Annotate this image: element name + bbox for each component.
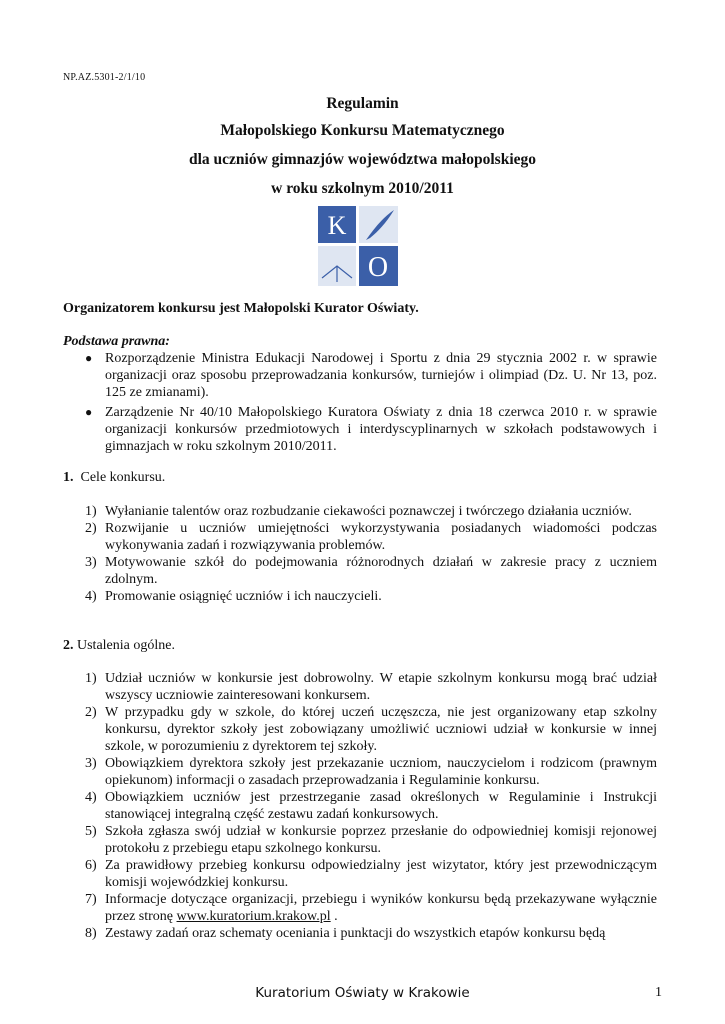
logo-graphic: [318, 206, 398, 286]
page-footer: Kuratorium Oświaty w Krakowie: [255, 985, 470, 1001]
organizer-statement: Organizatorem konkursu jest Małopolski Kurator Oświaty.: [63, 301, 419, 316]
list-item: [63, 554, 657, 588]
section-2-number: 2.: [63, 638, 74, 653]
item-text: Rozwijanie u uczniów umiejętności wykorzystywania posiadanych wiadomości podczas wykonywania zadań i rozwiązywania problemów.: [105, 521, 657, 553]
item-text: Obowiązkiem dyrektora szkoły jest przekazanie uczniom, nauczycielom i rodzicom (prawnym opiekunom) informacji o zasadach przeprowadzania i Regulaminie konkursu.: [105, 756, 657, 788]
item-text: Udział uczniów w konkursie jest dobrowolny. W etapie szkolnym konkursu mogą brać udział wszyscy uczniowie zainteresowani konkursem.: [105, 671, 657, 703]
section-1-number: 1.: [63, 470, 74, 485]
list-item: [63, 503, 657, 520]
logo-letter-o: O: [367, 252, 389, 283]
bullet-icon: ●: [85, 351, 93, 365]
bullet-icon: ●: [85, 405, 93, 419]
list-item: [63, 789, 657, 823]
title-line-1: Regulamin: [326, 95, 399, 112]
list-item: [63, 925, 657, 942]
item-number: 1): [85, 671, 97, 686]
kuratorium-logo: [318, 206, 398, 286]
list-item: [63, 520, 657, 554]
item-text: Za prawidłowy przebieg konkursu odpowiedzialny jest wizytator, który jest przewodniczącym komisji wojewódzkiej konkursu.: [105, 858, 657, 890]
kuratorium-website-link[interactable]: www.kuratorium.krakow.pl: [176, 909, 331, 924]
item-number: 4): [85, 589, 97, 604]
logo-letter-k: K: [327, 211, 347, 240]
item-text: Szkoła zgłasza swój udział w konkursie poprzez przesłanie do odpowiedniej komisji rejonowej protokołu z przebiegu etapu szkolnego konkursu.: [105, 824, 657, 856]
title-line-3: dla uczniów gimnazjów województwa małopolskiego: [188, 151, 537, 168]
item-number: 2): [85, 521, 97, 536]
item-number: 3): [85, 555, 97, 570]
item-number: 4): [85, 790, 97, 805]
section-2-list: [63, 670, 657, 942]
section-2-title: Ustalenia ogólne.: [77, 638, 175, 653]
title-line-2: Małopolskiego Konkursu Matematycznego: [220, 122, 505, 139]
legal-basis-item: [63, 350, 657, 401]
legal-basis-text: Zarządzenie Nr 40/10 Małopolskiego Kuratora Oświaty z dnia 18 czerwca 2010 r. w sprawie organizacji konkursów przedmiotowych i interdyscyplinarnych w szkołach podstawowych i gimnazjach w roku szkolnym 2010/2011.: [105, 405, 657, 454]
list-item: [63, 588, 657, 605]
item-number: 2): [85, 705, 97, 720]
document-reference: NP.AZ.5301-2/1/10: [63, 72, 146, 83]
section-1-list: [63, 503, 657, 605]
section-1-title: Cele konkursu.: [80, 470, 166, 485]
list-item: [63, 704, 657, 755]
item-text: W przypadku gdy w szkole, do której uczeń uczęszcza, nie jest organizowany etap szkolny konkursu, dyrektor szkoły jest zobowiązany umożliwić uczniowi udział w konkursie w innej szkole, w porozumieniu z dyrektorem tej szkoły.: [105, 705, 657, 754]
item-number: 7): [85, 892, 97, 907]
item-text: Zestawy zadań oraz schematy oceniania i punktacji do wszystkich etapów konkursu będą: [105, 926, 606, 941]
item-text: Obowiązkiem uczniów jest przestrzeganie zasad określonych w Regulaminie i Instrukcji stanowiącej integralną część zestawu zadań konkursowych.: [105, 790, 657, 822]
item-number: 1): [85, 504, 97, 519]
item-number: 8): [85, 926, 97, 941]
page-number: 1: [655, 985, 662, 1000]
legal-basis-item: [63, 404, 657, 455]
item-number: 5): [85, 824, 97, 839]
list-item: [63, 755, 657, 789]
item-number: 6): [85, 858, 97, 873]
legal-basis-list: [63, 350, 657, 458]
item-number: 3): [85, 756, 97, 771]
section-2-heading: [63, 638, 175, 654]
list-item: [63, 823, 657, 857]
legal-basis-label: Podstawa prawna:: [63, 334, 170, 349]
list-item: [63, 891, 657, 925]
item-text-tail: .: [330, 909, 338, 924]
item-text: Motywowanie szkół do podejmowania różnorodnych działań w zakresie pracy z uczniem zdolnym.: [105, 555, 657, 587]
item-text: Wyłanianie talentów oraz rozbudzanie ciekawości poznawczej i twórczego działania uczniów.: [105, 504, 632, 519]
title-line-4: w roku szkolnym 2010/2011: [271, 180, 454, 197]
section-1-heading: [63, 470, 165, 486]
item-text: Informacje dotyczące organizacji, przebiegu i wyników konkursu będą przekazywane wyłącznie przez stronę: [105, 892, 657, 924]
item-text: Promowanie osiągnięć uczniów i ich nauczycieli.: [105, 589, 382, 604]
legal-basis-text: Rozporządzenie Ministra Edukacji Narodowej i Sportu z dnia 29 stycznia 2002 r. w sprawie organizacji oraz sposobu przeprowadzania konkursów, turniejów i olimpiad (Dz. U. Nr 13, poz. 125 ze zmianami).: [105, 351, 657, 400]
list-item: [63, 670, 657, 704]
list-item: [63, 857, 657, 891]
